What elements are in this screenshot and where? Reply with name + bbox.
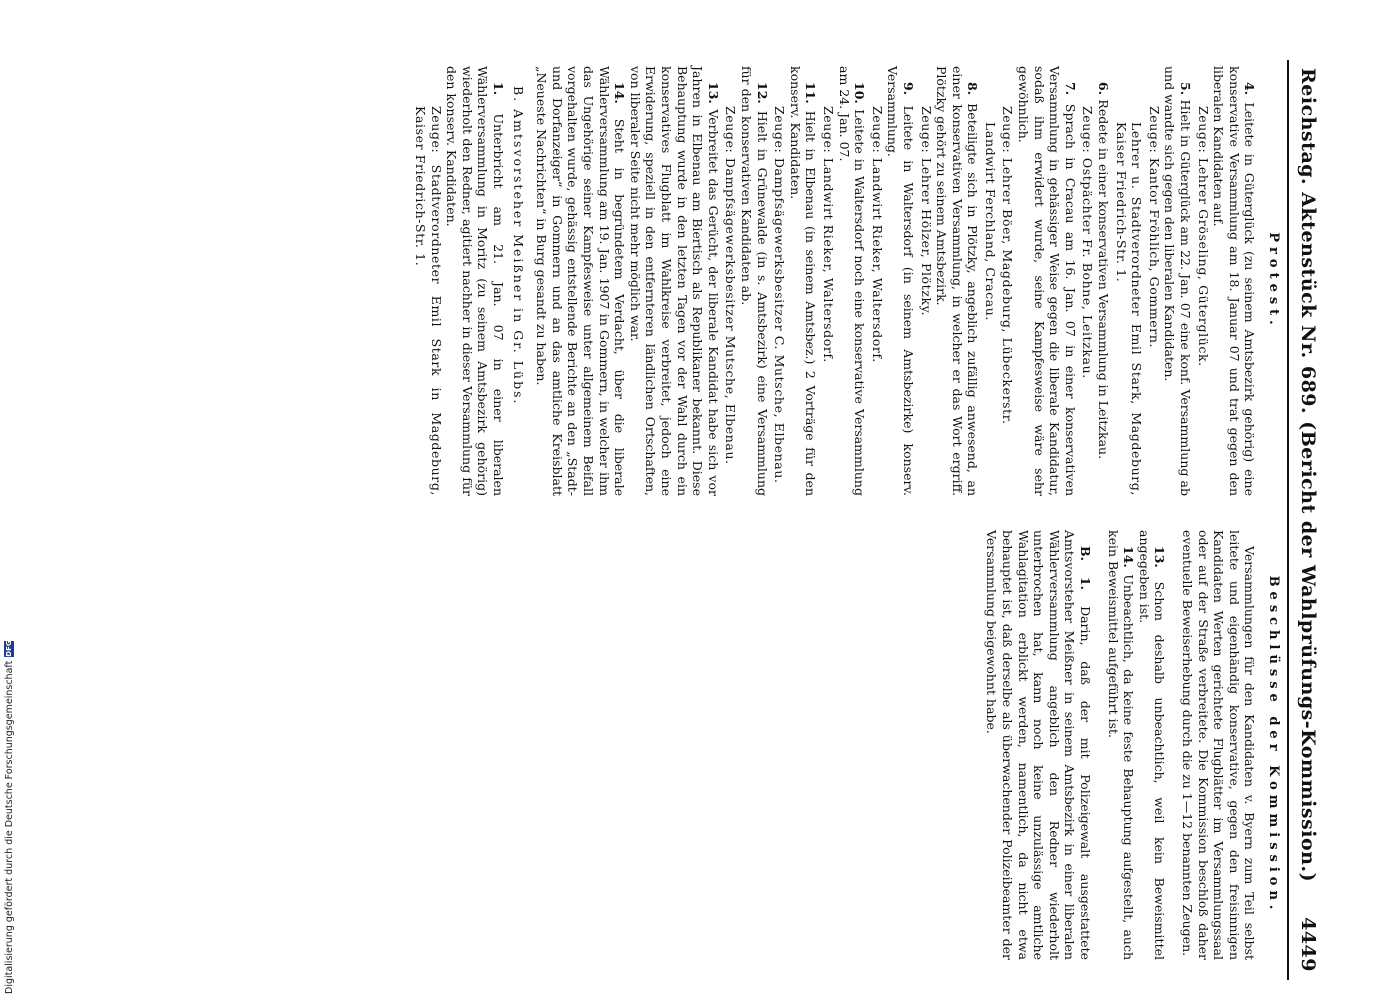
witness-line: Zeuge: Lehrer Böer, Magdeburg, Lübeckerstr. xyxy=(1000,106,1016,425)
witness-line: Zeuge: Dampfsägewerksbesitzer C. Mutsche, Elbenau. xyxy=(772,106,788,484)
witness-line: Zeuge: Ostpächter Fr. Bohne, Leitzkau. xyxy=(1080,106,1096,379)
protest-column xyxy=(411,66,1281,496)
section-heading: B. Amtsvorsteher Meißner in Gr. Lübs. xyxy=(510,86,526,406)
item-text: Leitete in Waltersdorf noch eine konservative Versammlung am 24. Jan. 07. xyxy=(836,66,868,496)
decision-paragraph xyxy=(1179,530,1257,960)
protest-paragraph xyxy=(627,66,721,496)
witness-line: Lehrer u. Stadtverordneter Emil Stark, Magdeburg, Kaiser Friedrich-Str. 1. xyxy=(1113,122,1145,496)
item-text: Schon deshalb unbeachtlich, weil kein Beweismittel angegeben ist. xyxy=(1136,530,1168,960)
item-text: Leitete in Waltersdorf (in seinem Amtsbezirke) konserv. Versammlung. xyxy=(885,66,916,497)
item-number: 9. xyxy=(900,82,916,106)
item-text: Darin, daß der mit Polizeigewalt ausgestattete Amtsvorsteher Meißner in seinem Amtsbezirk in einer liberalen Wählerversammlung angeblich den Redner wiederholt unterbrochen hat, kann noch keine unzulässige amtliche Wahlagitation erblickt werden, namentlich, da nicht etwa behauptet ist, daß derselbe als überwachender Polizeibeamter der Versammlung beigewohnt habe. xyxy=(984,530,1094,961)
item-text: Hielt in Elbenau (in seinem Amtsbez.) 2 Vorträge für den konserv. Kandidaten. xyxy=(787,66,819,496)
item-text: Unbeachtlich, da keine feste Behauptung aufgestellt, auch kein Beweismittel aufgeführt ist. xyxy=(1105,530,1137,961)
item-text: Sprach in Cracau am 16. Jan. 07 in einer konservativen Versammlung in gehässiger Weise gegen die liberale Kandidatur, sodaß ihm erwidert wurde, seine Kampfesweise wäre sehr gewöhnlich. xyxy=(1016,66,1078,496)
commission-heading: Beschlüsse der Kommission. xyxy=(1266,575,1281,915)
witness-line: Zeuge: Lehrer Hölzer, Plötzky. xyxy=(918,106,934,317)
protest-paragraph xyxy=(787,66,818,496)
item-text: Beteiligte sich in Plötzky, angeblich zufällig anwesend, an einer konservativen Versammlung, in welcher er das Wort ergriff. Plötzky gehört zu seinem Amtsbezirk. xyxy=(934,66,981,496)
item-number: 14. xyxy=(1121,546,1137,575)
decision-paragraph xyxy=(984,530,1093,960)
dfg-logo-icon: DFG xyxy=(5,640,13,657)
item-text: Redete in einer konservativen Versammlung in Leitzkau. xyxy=(1096,99,1112,460)
witness-line: Zeuge: Kantor Fröhlich, Gommern. xyxy=(1146,106,1162,349)
decision-paragraph xyxy=(1136,530,1167,960)
protest-paragraph xyxy=(738,66,769,496)
protest-paragraph xyxy=(534,66,628,496)
protest-heading: Protest. xyxy=(1266,232,1281,330)
item-number: 8. xyxy=(965,82,981,104)
witness-line: Zeuge: Landwirt Rieker, Waltersdorf. xyxy=(820,106,836,363)
decision-paragraph xyxy=(1105,530,1136,960)
item-number: 11. xyxy=(803,82,819,111)
document-page xyxy=(145,60,1325,980)
witness-line: Zeuge: Dampfsägewerksbesitzer Mutsche, Elbenau. xyxy=(723,106,739,465)
item-number: 7. xyxy=(1062,82,1078,104)
dfg-credit xyxy=(0,0,16,1000)
witness-line: Zeuge: Stadtverordneter Emil Stark in Magdeburg, Kaiser Friedrich-Str. 1. xyxy=(413,106,444,496)
item-number: B. 1. xyxy=(1078,546,1094,607)
protest-paragraph xyxy=(836,66,867,496)
protest-paragraph xyxy=(1162,66,1193,496)
item-text: Steht in begründetem Verdacht, über die liberale Wählerversammlung am 19. Jan. 1907 in Gommern, in welcher ihm das Ungehörige seiner Kampfesweise unter allgemeinem Beifall vorgehalten wurde, gehässig entstellende Berichte an den „Stadt- und Dorfanzeiger“ in Gommern und an das amtliche Kreisblatt „Neueste Nachrichten“ in Burg gesandt zu haben. xyxy=(534,66,628,497)
item-text: Versammlungen für den Kandidaten v. Byern zum Teil selbst leitete und eigenhändig konservative, gegen den freisinnigen Kandidaten Werten gerichtete Flugblätter im Versammlungssaal oder auf der Straße verbreitete. Die Kommission beschloß daher eventuelle Beweiserhebung durch die zu 1—12 benannten Zeugen. xyxy=(1180,530,1258,960)
item-text: Unterbricht am 21. Jan. 07 in einer liberalen Wählerversammlung in Moritz (zu seinem Amtsbezirk gehörig) wiederholt den Redner, agitiert nachher in dieser Versammlung für den konserv. Kandidaten. xyxy=(444,66,507,496)
item-text: Verbreitet das Gerücht, der liberale Kandidat habe sich vor Jahren in Elbenau am Biertisch als Republikaner bekannt. Diese Behauptung wurde in den letzten Tagen vor der Wahl durch ein konservatives Flugblatt im Wahlkreise verbreitet, jedoch eine Erwiderung, speziell in den entfernteren ländlichen Ortschaften, von liberaler Seite nicht mehr möglich war. xyxy=(627,66,721,496)
spacer xyxy=(1093,530,1105,960)
item-number: 14. xyxy=(612,82,628,119)
witness-line: Zeuge: Landwirt Rieker, Waltersdorf. xyxy=(869,106,885,363)
protest-paragraph xyxy=(885,66,916,496)
protest-paragraph xyxy=(1016,66,1078,496)
credit-text: Digitalisierung gefördert durch die Deutsche Forschungsgemeinschaft xyxy=(3,660,15,994)
item-number: 10. xyxy=(852,82,868,110)
item-number: 12. xyxy=(754,82,770,111)
running-title: Reichstag. Aktenstück Nr. 689. (Bericht der Wahlprüfungs-Kommission.) xyxy=(1297,68,1319,883)
page-number: 4449 xyxy=(1297,917,1319,972)
item-number: 1. xyxy=(491,82,507,114)
item-number: 5. xyxy=(1178,82,1194,100)
witness-line: Zeuge: Lehrer Gröseling, Güterglück. xyxy=(1195,106,1211,367)
protest-paragraph xyxy=(934,66,981,496)
item-number: 6. xyxy=(1096,82,1112,100)
witness-line: Landwirt Ferchland, Cracau. xyxy=(982,122,998,322)
protest-paragraph xyxy=(1095,66,1111,496)
protest-paragraph xyxy=(1211,66,1258,496)
protest-paragraph xyxy=(444,66,506,496)
item-text: Hielt in Grünewalde (in s. Amtsbezirk) eine Versammlung für den konservativen Kandidaten ab. xyxy=(739,66,770,496)
page-header xyxy=(1287,60,1325,980)
commission-column xyxy=(984,530,1281,960)
item-text: Leitete in Güterglück (zu seinem Amtsbezirk gehörig) eine konservative Versammlung am 18. Januar 07 und trat gegen den liberalen Kandidaten auf. xyxy=(1211,66,1258,496)
item-number: 4. xyxy=(1242,82,1258,103)
spacer xyxy=(1167,530,1179,960)
item-number: 13. xyxy=(705,82,721,110)
item-number: 13. xyxy=(1152,546,1168,582)
item-text: Hielt in Güterglück am 22. Jan. 07 eine konf. Versammlung ab und wandte sich gegen den liberalen Kandidaten. xyxy=(1162,66,1194,497)
